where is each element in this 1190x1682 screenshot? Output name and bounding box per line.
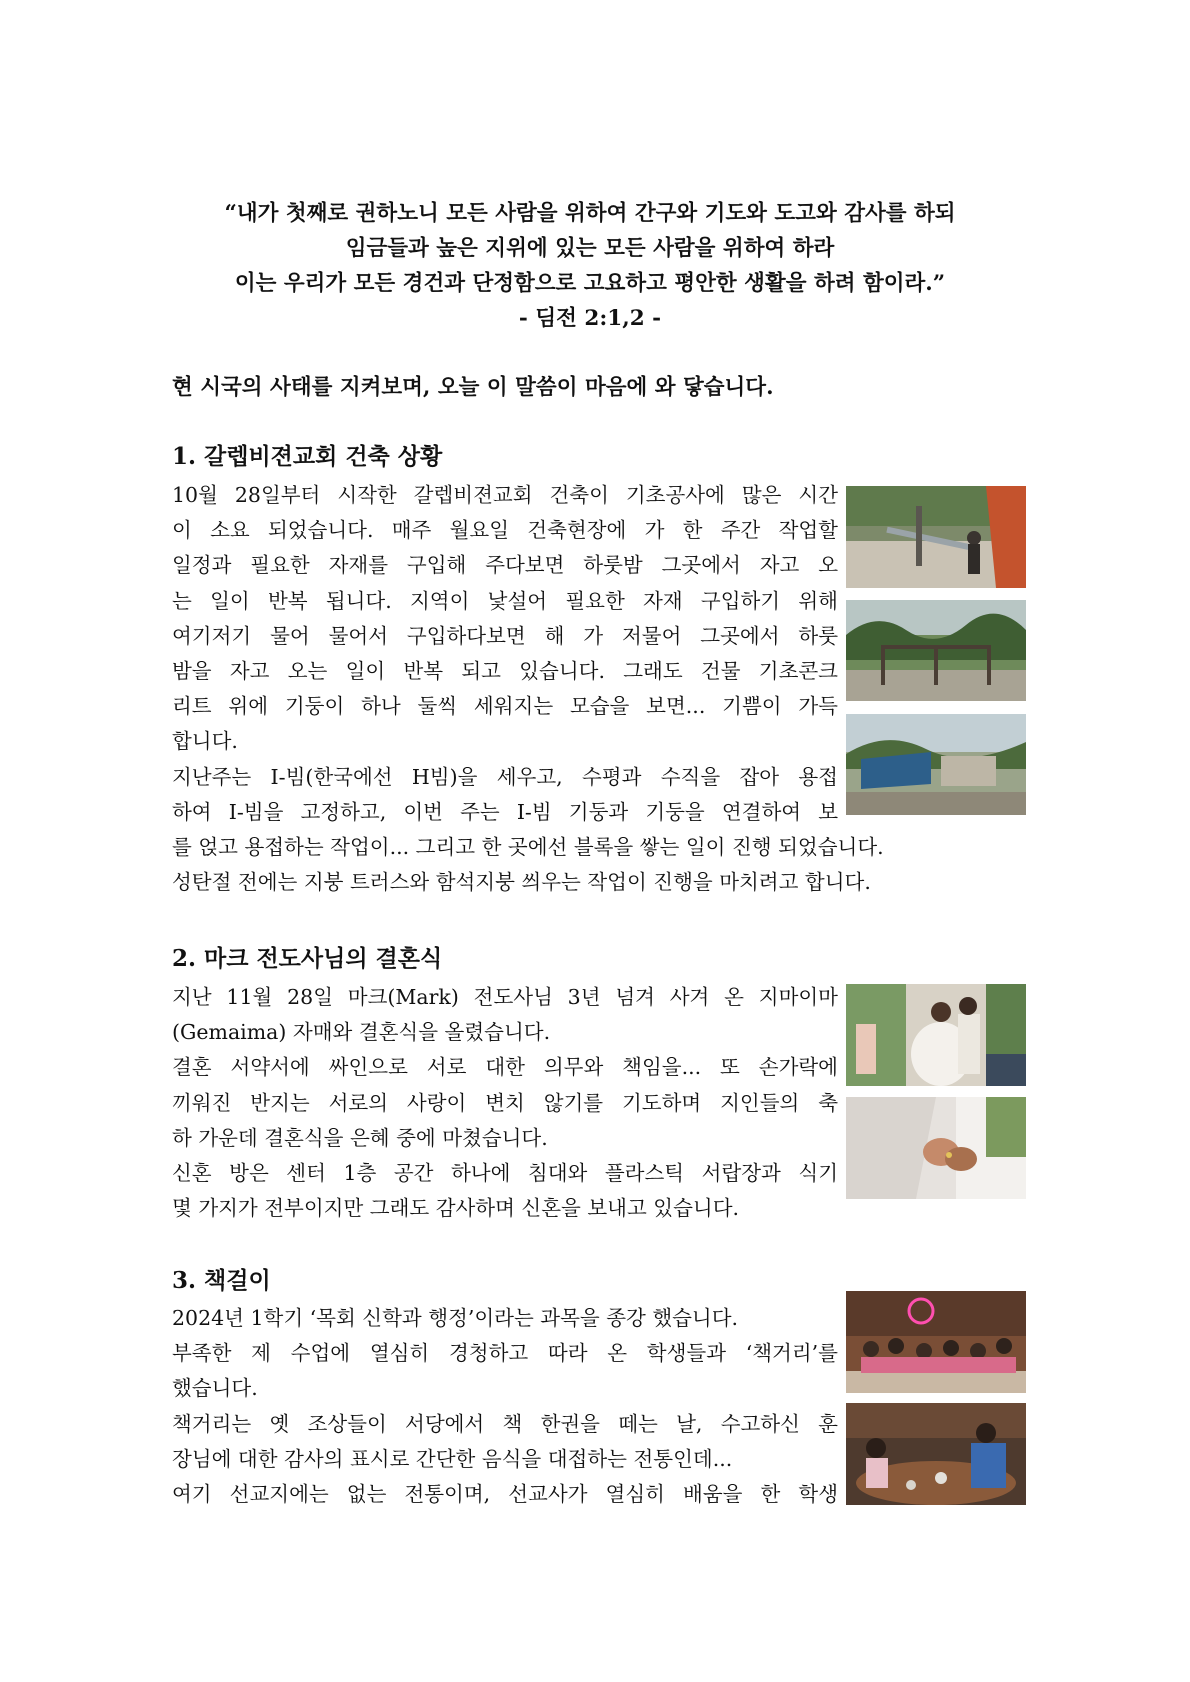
- photo-construction-welding: [846, 486, 1026, 588]
- body-line: 끼워진 반지는 서로의 사랑이 변치 않기를 기도하며 지인들의 축: [172, 1090, 838, 1115]
- body-line: 몇 가지가 전부이지만 그래도 감사하며 신혼을 보내고 있습니다.: [172, 1196, 740, 1221]
- photo-wedding-ring: [846, 1097, 1026, 1199]
- section-heading-chaekgeori: 3. 책걸이: [172, 1267, 271, 1294]
- photo-students-meal: [846, 1403, 1026, 1505]
- section-heading-wedding: 2. 마크 전도사님의 결혼식: [172, 945, 443, 972]
- body-line: 일정과 필요한 자재를 구입해 주다보면 하룻밤 그곳에서 자고 오: [172, 553, 838, 578]
- verse-line: 임금들과 높은 지위에 있는 모든 사람을 위하여 하라: [345, 236, 835, 261]
- body-line: 부족한 제 수업에 열심히 경청하고 따라 온 학생들과 ‘책거리’를: [172, 1341, 838, 1366]
- body-line: (Gemaima) 자매와 결혼식을 올렸습니다.: [172, 1020, 551, 1045]
- body-line: 하 가운데 결혼식을 은혜 중에 마쳤습니다.: [172, 1125, 548, 1150]
- body-line: 이 소요 되었습니다. 매주 월요일 건축현장에 가 한 주간 작업할: [172, 518, 838, 543]
- verse-line: “내가 첫째로 권하노니 모든 사람을 위하여 간구와 기도와 도고와 감사를 하되: [224, 201, 956, 226]
- body-line: 결혼 서약서에 싸인으로 서로 대한 의무와 책임을... 또 손가락에: [172, 1055, 838, 1080]
- body-line: 지난 11월 28일 마크(Mark) 전도사님 3년 넘겨 사겨 온 지마이마: [172, 985, 838, 1009]
- body-line: 여기 선교지에는 없는 전통이며, 선교사가 열심히 배움을 한 학생: [172, 1482, 838, 1507]
- section-body-chaekgeori: [172, 1301, 838, 1512]
- body-line: 합니다.: [172, 729, 238, 754]
- section-body-wedding: [172, 980, 838, 1226]
- body-line: 를 얹고 용접하는 작업이... 그리고 한 곳에선 블록을 쌓는 일이 진행 되었습니다.: [172, 835, 884, 860]
- body-line: 는 일이 반복 됩니다. 지역이 낯설어 필요한 자재 구입하기 위해: [172, 588, 838, 613]
- body-line: 했습니다.: [172, 1376, 258, 1401]
- intro-text: 현 시국의 사태를 지켜보며, 오늘 이 말씀이 마음에 와 닿습니다.: [172, 375, 774, 400]
- photo-construction-blocks: [846, 714, 1026, 815]
- verse-reference: - 딤전 2:1,2 -: [518, 306, 662, 331]
- photo-construction-frame: [846, 600, 1026, 701]
- body-line: 지난주는 I-빔(한국에선 H빔)을 세우고, 수평과 수직을 잡아 용접: [172, 764, 838, 789]
- body-line: 성탄절 전에는 지붕 트러스와 함석지붕 씌우는 작업이 진행을 마치려고 합니다.: [172, 870, 871, 895]
- body-line: 장님에 대한 감사의 표시로 간단한 음식을 대접하는 전통인데...: [172, 1446, 733, 1471]
- verse-line: 이는 우리가 모든 경건과 단정함으로 고요하고 평안한 생활을 하려 함이라.”: [234, 271, 946, 296]
- body-line: 리트 위에 기둥이 하나 둘씩 세워지는 모습을 보면... 기쁨이 가득: [172, 694, 838, 719]
- body-line: 2024년 1학기 ‘목회 신학과 행정’이라는 과목을 종강 했습니다.: [172, 1306, 739, 1330]
- body-line: 여기저기 물어 물어서 구입하다보면 해 가 저물어 그곳에서 하룻: [172, 623, 838, 648]
- body-line: 신혼 방은 센터 1층 공간 하나에 침대와 플라스틱 서랍장과 식기: [172, 1161, 838, 1186]
- body-line: 하여 I-빔을 고정하고, 이번 주는 I-빔 기둥과 기둥을 연결하여 보: [172, 799, 838, 824]
- body-line: 10월 28일부터 시작한 갈렙비젼교회 건축이 기초공사에 많은 시간: [172, 483, 838, 507]
- body-line: 책거리는 옛 조상들이 서당에서 책 한권을 떼는 날, 수고하신 훈: [172, 1411, 838, 1436]
- section-heading-construction: 1. 갈렙비젼교회 건축 상황: [172, 443, 443, 470]
- photo-wedding-signing: [846, 984, 1026, 1086]
- photo-students-group: [846, 1291, 1026, 1393]
- body-line: 밤을 자고 오는 일이 반복 되고 있습니다. 그래도 건물 기초콘크: [172, 659, 838, 684]
- section-body-construction: [172, 478, 884, 900]
- scripture-verse: [160, 196, 1020, 336]
